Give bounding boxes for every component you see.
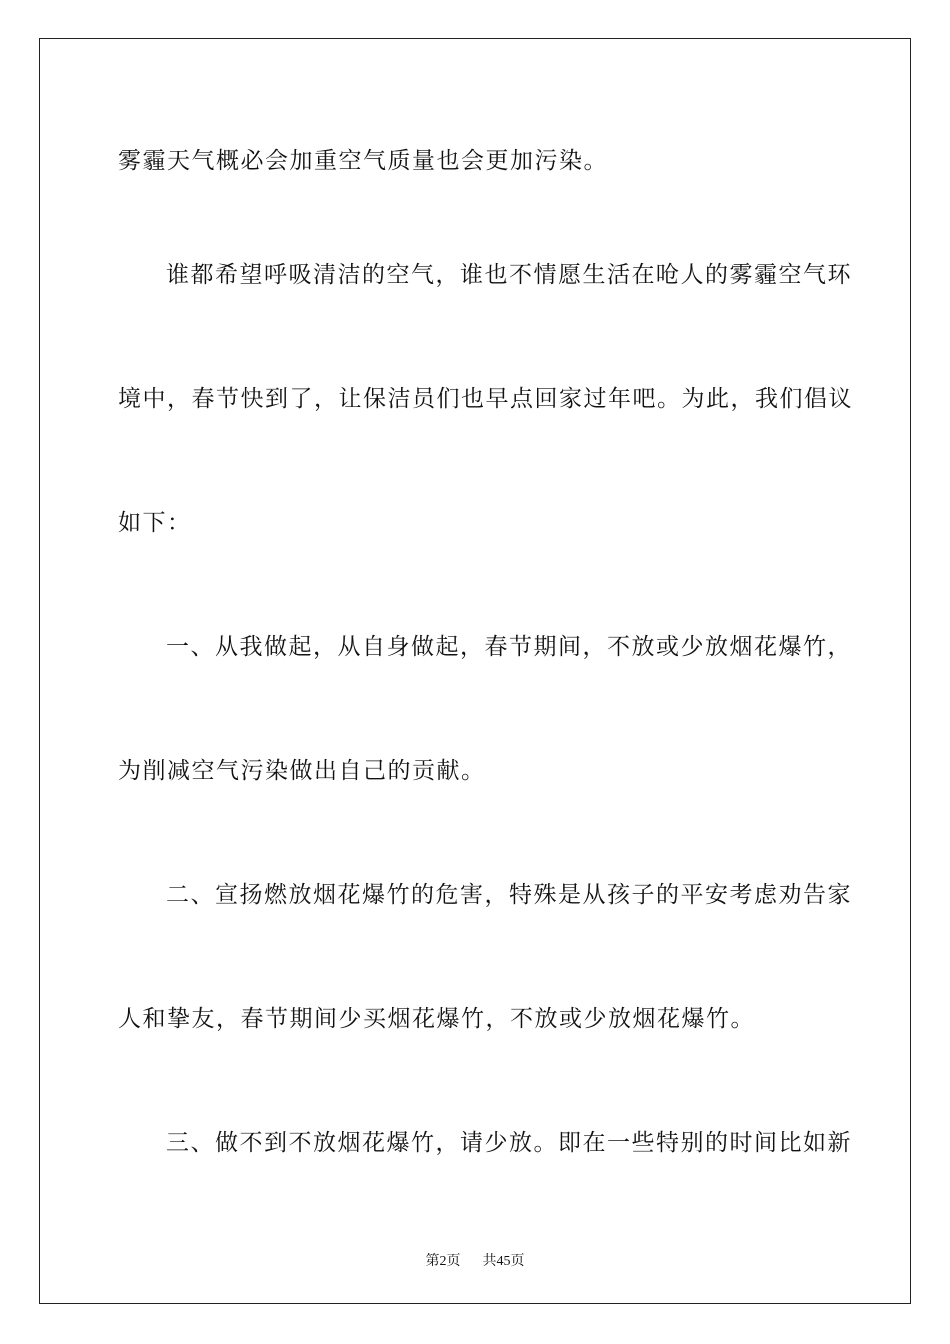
paragraph-1-line-3: 如下：: [118, 510, 192, 536]
item-3-line-1: 三、做不到不放烟花爆竹，请少放。即在一些特别的时间比如新: [166, 1130, 852, 1156]
item-2-line-1: 二、宣扬燃放烟花爆竹的危害，特殊是从孩子的平安考虑劝告家: [166, 882, 852, 908]
page-border: [39, 38, 911, 1304]
item-1-line-2: 为削减空气污染做出自己的贡献。: [118, 758, 486, 784]
page-total: 共45页: [482, 1254, 525, 1269]
paragraph-1-line-1: 谁都希望呼吸清洁的空气，谁也不情愿生活在呛人的雾霾空气环: [166, 262, 852, 288]
page-footer: [0, 1250, 950, 1270]
page-number: 第2页: [425, 1254, 461, 1269]
item-1-line-1: 一、从我做起，从自身做起，春节期间，不放或少放烟花爆竹，: [166, 634, 852, 660]
paragraph-1-line-2: 境中，春节快到了，让保洁员们也早点回家过年吧。为此，我们倡议: [118, 386, 853, 412]
text-line-1: 雾霾天气概必会加重空气质量也会更加污染。: [118, 148, 608, 174]
item-2-line-2: 人和挚友，春节期间少买烟花爆竹，不放或少放烟花爆竹。: [118, 1006, 755, 1032]
